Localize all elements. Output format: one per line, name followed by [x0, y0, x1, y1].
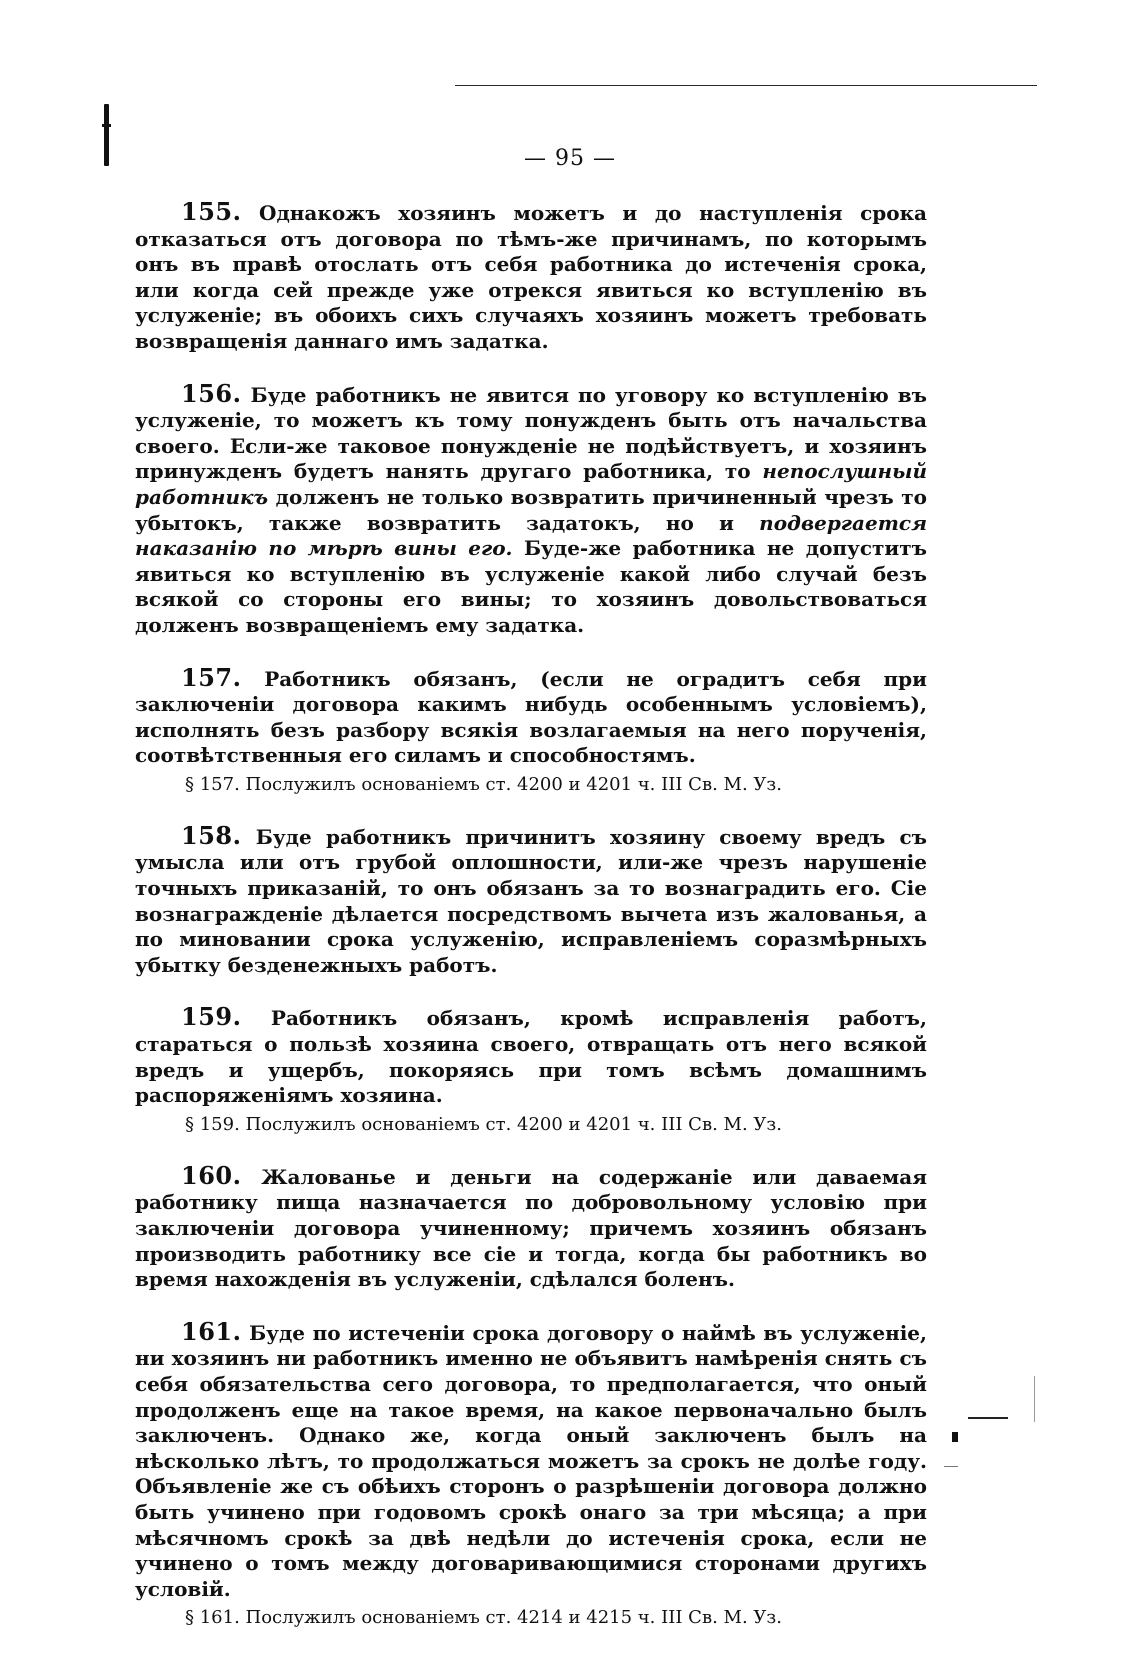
- article-number: 158.: [181, 820, 242, 850]
- article-body: Работникъ обязанъ, кромѣ исправленія работъ, стараться о пользѣ хозяина своего, отвращать отъ него всякой вредъ и ущербъ, покоряясь при томъ всѣмъ домашнимъ распоряженіямъ хозяина.: [135, 1006, 927, 1108]
- article-number: 155.: [181, 197, 242, 226]
- article-body: Однакожъ хозяинъ можетъ и до наступленія срока отказаться отъ договора по тѣмъ-же причинамъ, по которымъ онъ въ правѣ отослать отъ себя работника до истеченія срока, или когда сей прежде уже отрекся явиться ко вступленію въ услуженіе; въ обоихъ сихъ случаяхъ хозяинъ можетъ требовать возвращенія даннаго имъ задатка.: [135, 201, 927, 353]
- article-body-part: долженъ не только возвратить причиненный чрезъ то убытокъ, также возвратить задатокъ, но и: [135, 484, 927, 535]
- article-161: [135, 1316, 927, 1631]
- article-157-text: [135, 662, 927, 769]
- article-160: [135, 1160, 927, 1293]
- article-157: [135, 662, 927, 797]
- article-italic-phrase: подвергается наказанію по мѣрѣ вины его.: [135, 510, 927, 561]
- scan-artifact-tick: [944, 1466, 958, 1467]
- article-note: § 159. Послужилъ основаніемъ ст. 4200 и 4201 ч. III Св. М. Уз.: [185, 1113, 782, 1135]
- article-number: 159.: [181, 1002, 242, 1032]
- scan-edge-line: [1034, 1376, 1035, 1422]
- article-155-text: [135, 199, 927, 355]
- article-body-part: Буде-же работника не допуститъ явиться ко вступленію въ услуженіе какой либо случай безъ всякой со стороны его вины; то хозяинъ довольствоваться долженъ возвращеніемъ ему задатка.: [135, 536, 927, 637]
- article-body: Буде по истеченіи срока договору о наймѣ въ услуженіе, ни хозяинъ ни работникъ именно не объявитъ намѣренія снять съ себя обязательства сего договора, то предполагается, что оный продолженъ еще на такое время, на какое первоначально былъ заключенъ. Однако же, когда оный заключенъ былъ на нѣсколько лѣтъ, то продолжаться можетъ за срокъ не долѣе году. Объявленіе же съ обѣихъ сторонъ о разрѣшеніи договора должно быть учинено при годовомъ срокѣ онаго за три мѣсяца; а при мѣсячномъ срокѣ за двѣ недѣли до истеченія срока, если не учинено о томъ между договаривающимися сторонами другихъ условій.: [135, 1320, 927, 1601]
- article-body-part: Буде работникъ не явится по уговору ко вступленію въ услуженіе, то можетъ къ тому понужденъ быть отъ начальства своего. Если-же таковое понужденіе не подѣйствуетъ, и хозяинъ принужденъ будетъ нанять другаго работника, то: [135, 382, 927, 484]
- scan-artifact-line: [968, 1417, 1008, 1419]
- article-note: § 157. Послужилъ основаніемъ ст. 4200 и 4201 ч. III Св. М. Уз.: [185, 773, 782, 795]
- article-161-text: [135, 1316, 927, 1603]
- article-159-text: [135, 1004, 927, 1108]
- article-158-text: [135, 820, 927, 979]
- article-body: Буде работникъ причинитъ хозяину своему вредъ съ умысла или отъ грубой оплошности, или-же чрезъ нарушеніе точныхъ приказаній, то онъ обязанъ за то вознаградить его. Сіе вознагражденіе дѣлается посредствомъ вычета изъ жалованья, а по миновании срока услуженію, исправленіемъ соразмѣрныхъ убытку безденежныхъ работъ.: [135, 824, 927, 977]
- article-number: 161.: [181, 1316, 242, 1346]
- article-note: § 161. Послужилъ основаніемъ ст. 4214 и 4215 ч. III Св. М. Уз.: [185, 1607, 782, 1629]
- article-number: 160.: [181, 1160, 242, 1190]
- article-body: Жалованье и деньги на содержаніе или даваемая работнику пища назначается по добровольному условію при заключеніи договора учиненному; причемъ хозяинъ обязанъ производить работнику все сіе и тогда, когда бы работникъ во время нахожденія въ услуженіи, сдѣлался боленъ.: [135, 1164, 927, 1292]
- article-italic-phrase: непослушный работникъ: [135, 459, 927, 509]
- article-156-text: [135, 378, 927, 639]
- page-number: — 95 —: [524, 146, 616, 171]
- article-156: [135, 378, 927, 639]
- article-body: Работникъ обязанъ, (если не оградитъ себя при заключеніи договора какимъ нибудь особеннымъ условіемъ), исполнять безъ разбору всякія возлагаемыя на него порученія, соотвѣтственныя его силамъ и способностямъ.: [135, 666, 927, 768]
- scan-artifact-dot: [952, 1432, 958, 1442]
- top-rule: [455, 85, 1037, 86]
- article-158: [135, 820, 927, 979]
- article-160-text: [135, 1160, 927, 1293]
- article-number: 156.: [181, 378, 242, 408]
- article-159: [135, 1004, 927, 1136]
- article-155: [135, 199, 927, 355]
- article-number: 157.: [181, 662, 242, 692]
- page-body: [135, 199, 927, 1656]
